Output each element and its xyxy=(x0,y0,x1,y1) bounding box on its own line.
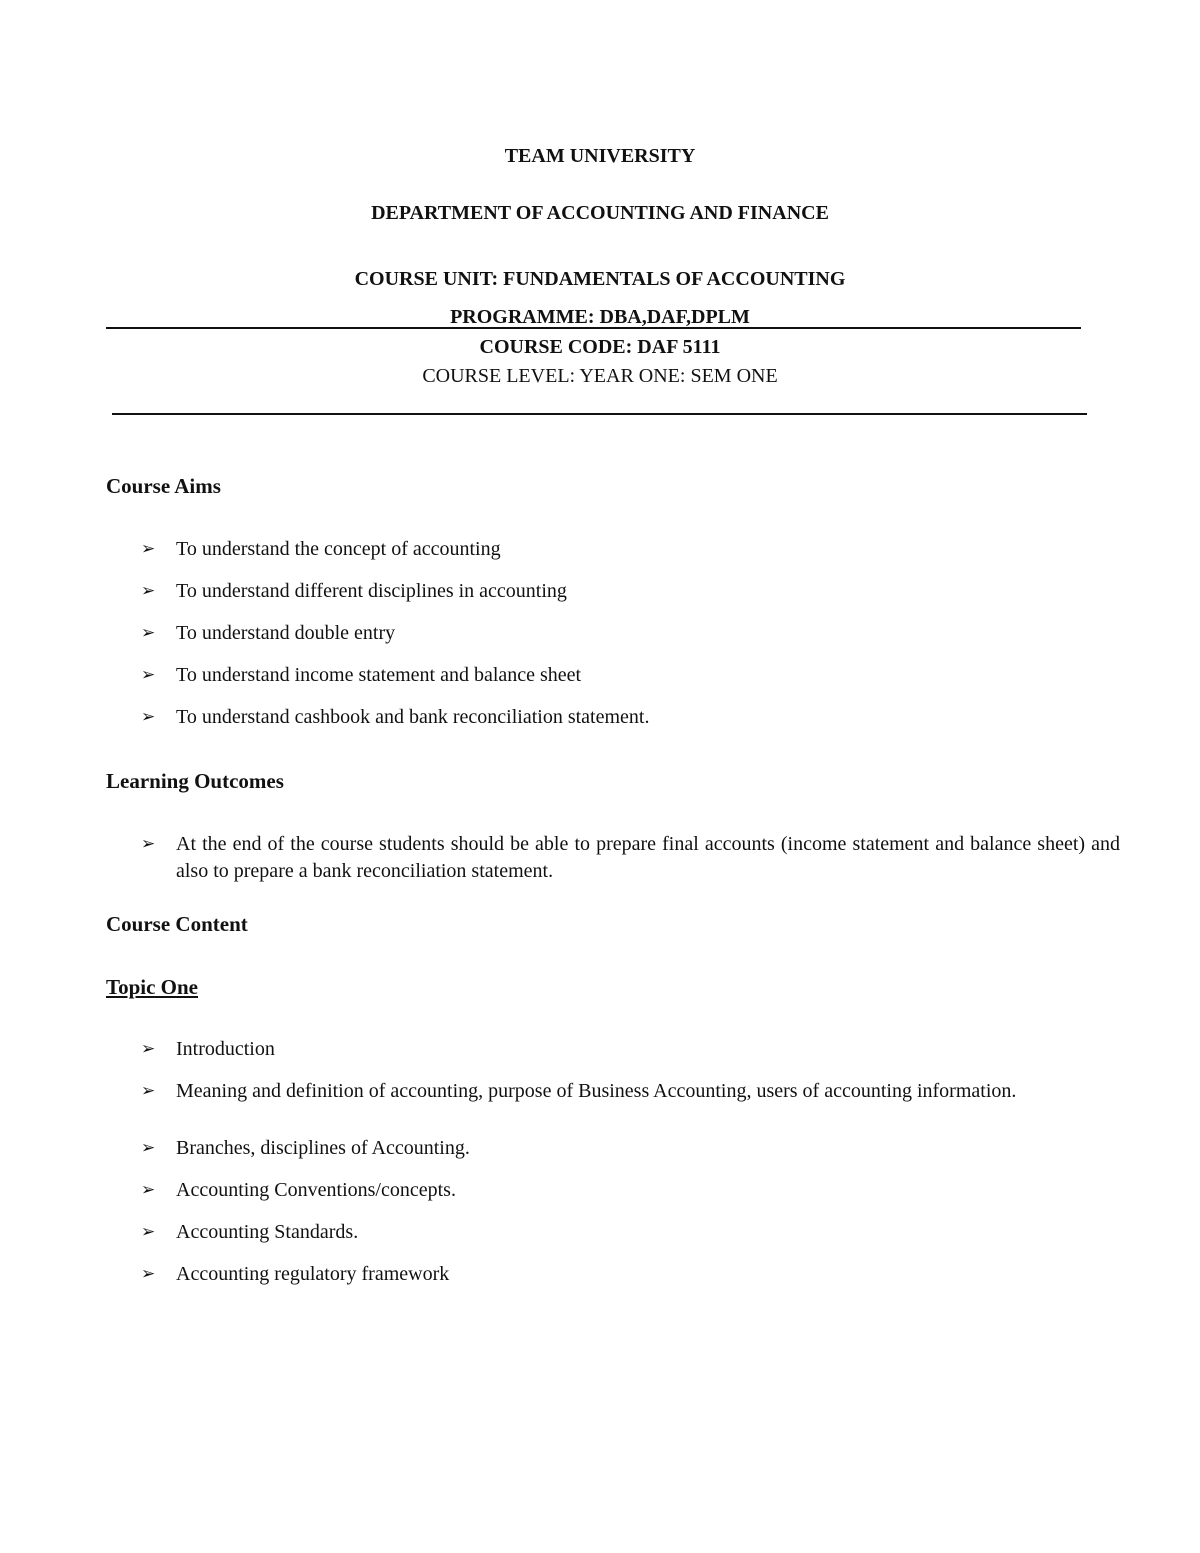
list-item: ➢ To understand different disciplines in accounting xyxy=(141,578,1120,605)
arrowhead-bullet-icon: ➢ xyxy=(141,1138,156,1158)
arrowhead-bullet-icon: ➢ xyxy=(141,1222,156,1242)
header-rule-bottom xyxy=(112,413,1087,415)
arrowhead-bullet-icon: ➢ xyxy=(141,1039,156,1059)
list-item: ➢ To understand double entry xyxy=(141,620,1120,647)
list-item: ➢ To understand the concept of accounting xyxy=(141,536,1120,563)
arrowhead-bullet-icon: ➢ xyxy=(141,1180,156,1200)
list-item: ➢ Accounting Conventions/concepts. xyxy=(141,1177,1120,1204)
arrowhead-bullet-icon: ➢ xyxy=(141,834,156,854)
arrowhead-bullet-icon: ➢ xyxy=(141,1081,156,1101)
course-content-heading: Course Content xyxy=(106,912,248,936)
list-item: ➢ To understand income statement and balance sheet xyxy=(141,662,1120,689)
list-item: ➢ Accounting Standards. xyxy=(141,1219,1120,1246)
arrowhead-bullet-icon: ➢ xyxy=(141,707,156,727)
course-level: COURSE LEVEL: YEAR ONE: SEM ONE xyxy=(422,365,778,387)
course-unit: COURSE UNIT: FUNDAMENTALS OF ACCOUNTING xyxy=(354,268,846,290)
course-code: COURSE CODE: DAF 5111 xyxy=(479,336,721,358)
programme: PROGRAMME: DBA,DAF,DPLM xyxy=(450,306,750,328)
list-item: ➢ At the end of the course students should be able to prepare final accounts (income statement and balance sheet) and also to prepare a bank reconciliation statement. xyxy=(141,833,1120,882)
arrowhead-bullet-icon: ➢ xyxy=(141,539,156,559)
learning-outcomes-heading: Learning Outcomes xyxy=(106,769,284,793)
department-title: DEPARTMENT OF ACCOUNTING AND FINANCE xyxy=(371,202,829,224)
course-aims-heading: Course Aims xyxy=(106,474,221,498)
university-title: TEAM UNIVERSITY xyxy=(504,145,696,167)
list-item: ➢ Meaning and definition of accounting, purpose of Business Accounting, users of accounting information. xyxy=(141,1078,1120,1105)
arrowhead-bullet-icon: ➢ xyxy=(141,623,156,643)
arrowhead-bullet-icon: ➢ xyxy=(141,1264,156,1284)
arrowhead-bullet-icon: ➢ xyxy=(141,581,156,601)
list-item: ➢ Branches, disciplines of Accounting. xyxy=(141,1135,1120,1162)
list-item: ➢ To understand cashbook and bank reconciliation statement. xyxy=(141,704,1120,731)
header-rule-top xyxy=(106,327,1081,329)
list-item: ➢ Accounting regulatory framework xyxy=(141,1261,1120,1288)
arrowhead-bullet-icon: ➢ xyxy=(141,665,156,685)
list-item: ➢ Introduction xyxy=(141,1036,1120,1063)
topic-one-heading: Topic One xyxy=(106,975,198,999)
